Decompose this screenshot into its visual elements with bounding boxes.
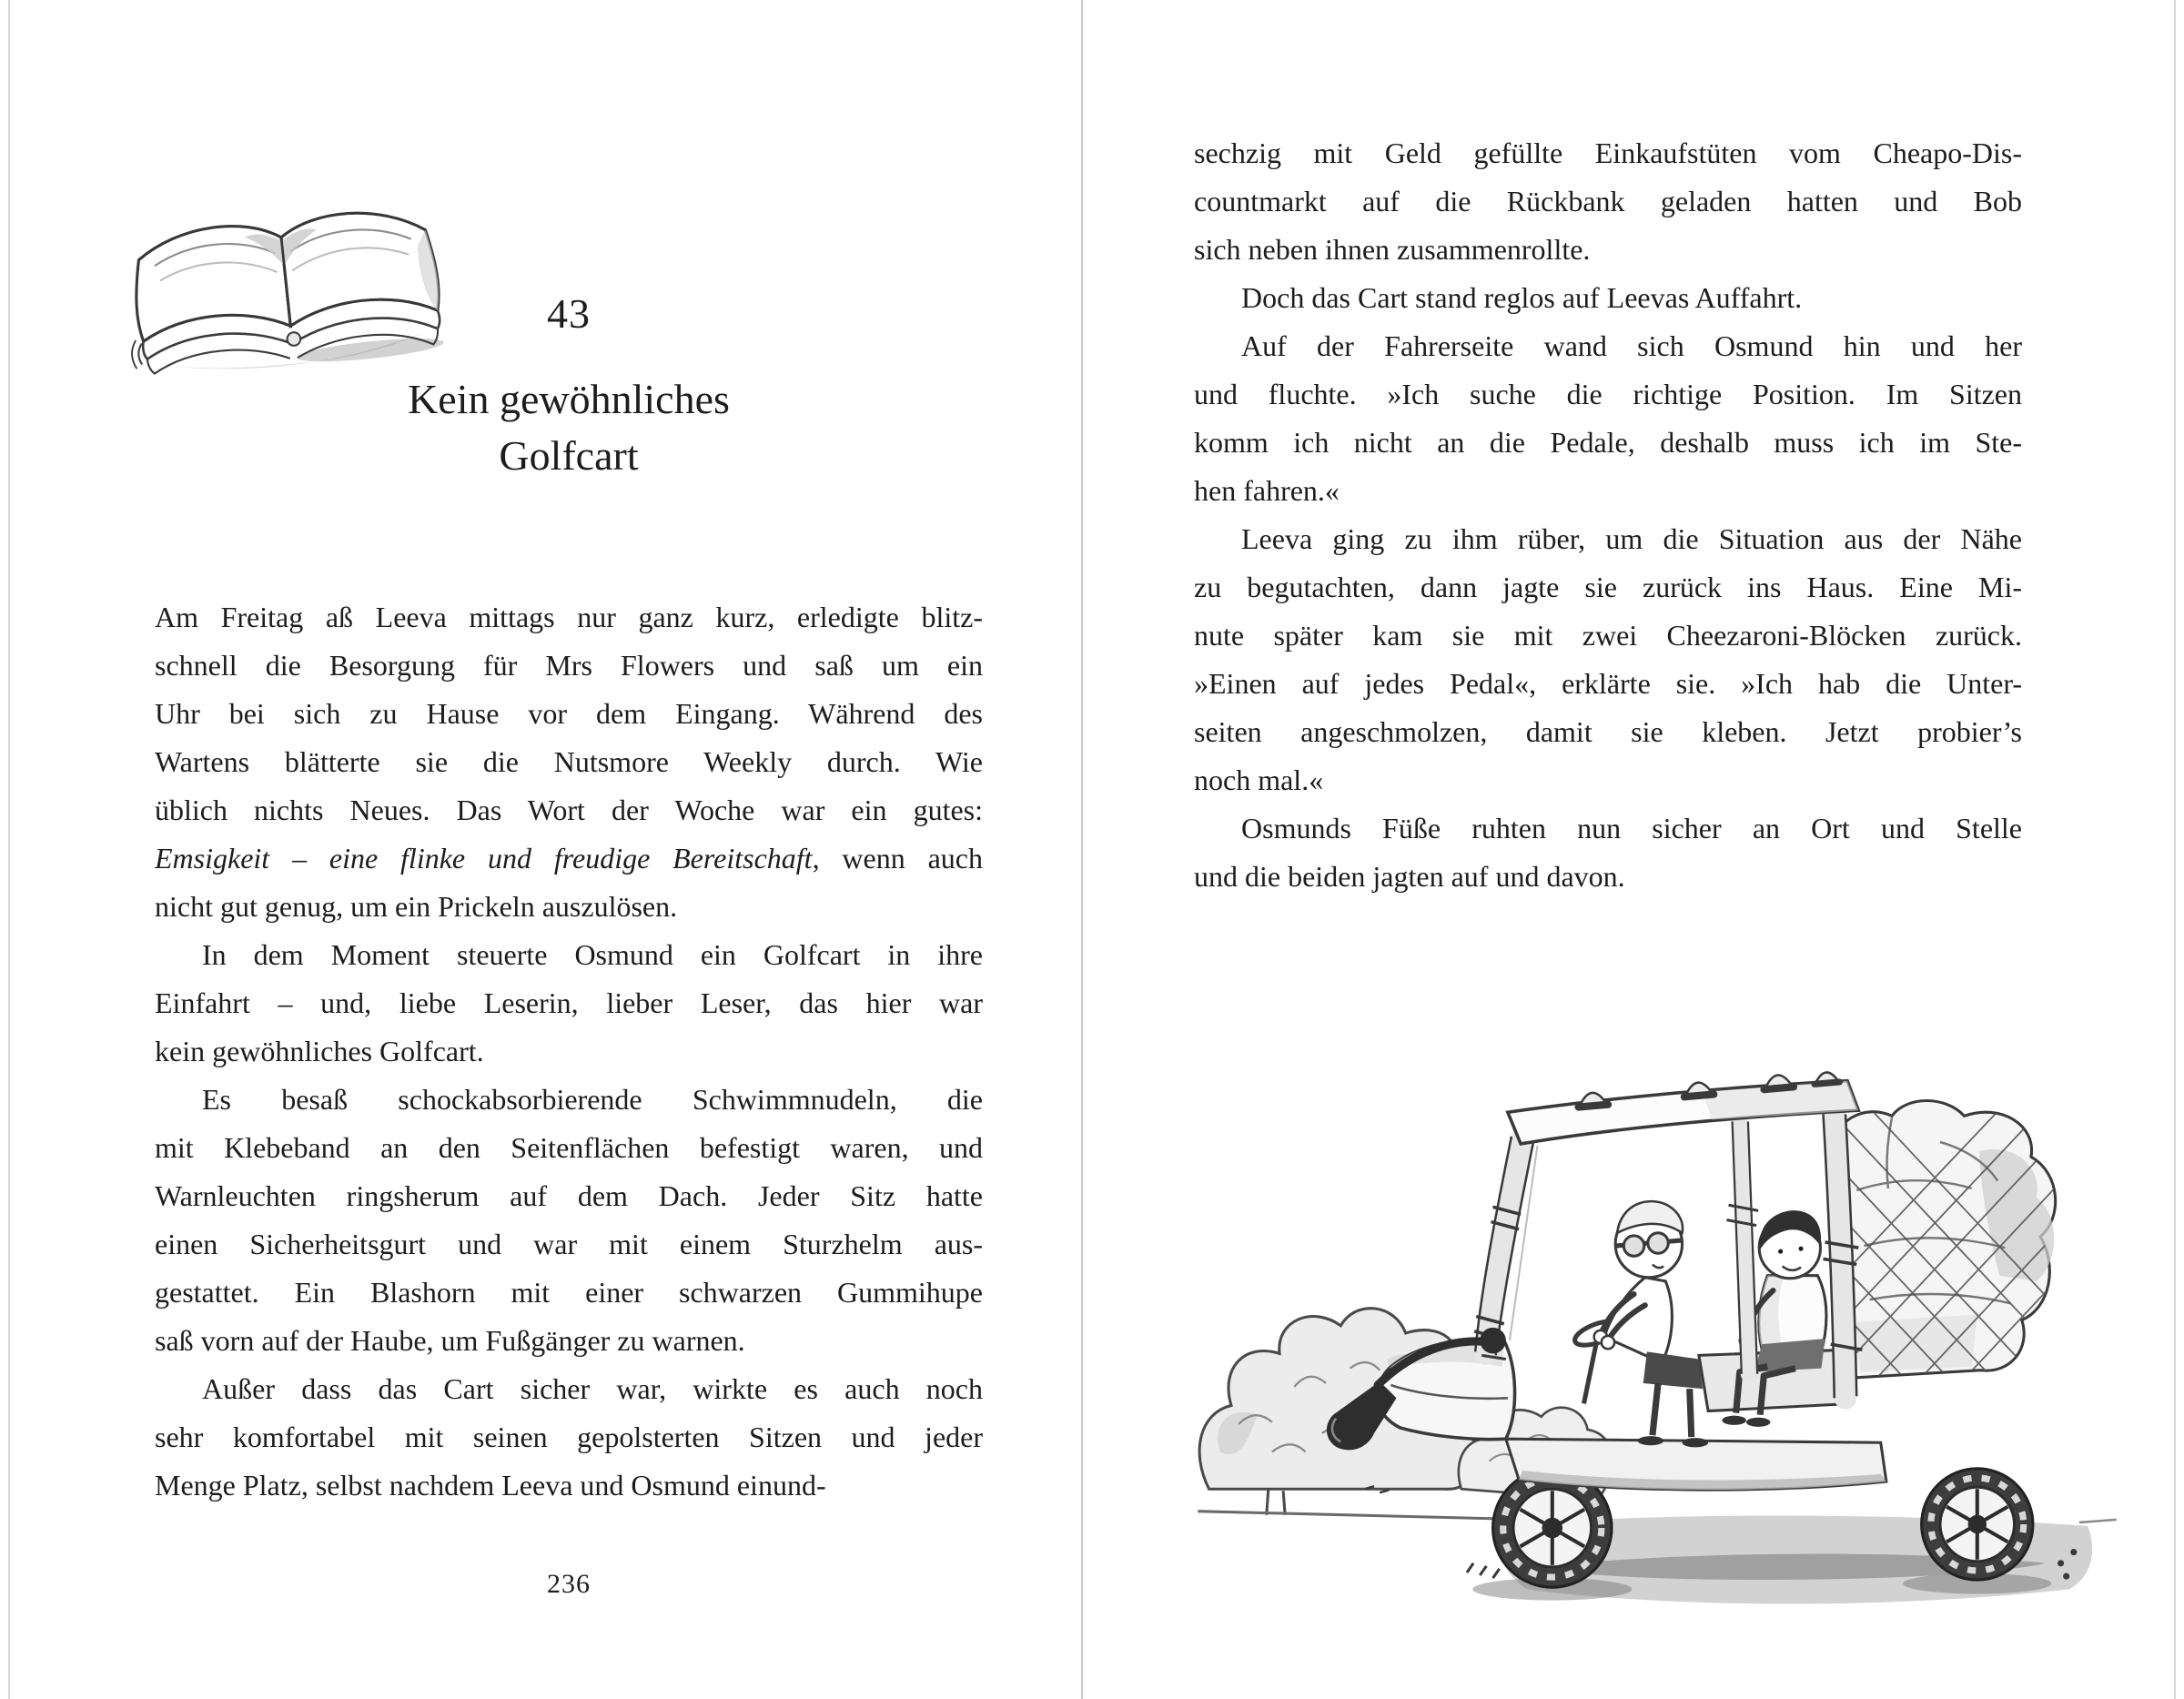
text-line: sich neben ihnen zusammenrollte.: [1194, 233, 1591, 266]
text-line: Außer dass das Cart sicher war, wirkte es auch noch: [202, 1372, 983, 1405]
text-line: gestattet. Ein Blashorn mit einer schwarzen Gummihupe: [155, 1276, 983, 1309]
right-page-edge-line: [2174, 0, 2176, 1699]
text-line: kein gewöhnliches Golfcart.: [155, 1035, 484, 1067]
page-gutter-line: [1081, 0, 1083, 1699]
text-line: schnell die Besorgung für Mrs Flowers und saß um ein: [155, 649, 983, 682]
chapter-title-line-1: Kein gewöhnliches: [408, 376, 730, 422]
text-line: countmarkt auf die Rückbank geladen hatten und Bob: [1194, 185, 2022, 217]
warning-light: [1810, 1071, 1843, 1087]
text-line: Am Freitag aß Leeva mittags nur ganz kurz, erledigte blitz-: [155, 601, 983, 633]
text-line: und die beiden jagten auf und davon.: [1194, 860, 1625, 893]
text-line: komm ich nicht an die Pedale, deshalb muss ich im Ste-: [1194, 426, 2022, 459]
page-number: 236: [547, 1569, 591, 1599]
left-page-edge-line: [8, 0, 10, 1699]
text-line: Doch das Cart stand reglos auf Leevas Auffahrt.: [1241, 281, 1803, 314]
text-line: Menge Platz, selbst nachdem Leeva und Osmund einund-: [155, 1469, 826, 1502]
text-line: üblich nichts Neues. Das Wort der Woche war ein gutes:: [155, 794, 983, 826]
open-book-illustration: [84, 164, 493, 387]
text-line: Osmunds Füße ruhten nun sicher an Ort und Stelle: [1241, 812, 2022, 844]
text-line: hen fahren.«: [1194, 474, 1340, 507]
text-line: Uhr bei sich zu Hause vor dem Eingang. Während des: [155, 697, 983, 730]
chapter-title-line-2: Golfcart: [499, 432, 639, 479]
text-line: mit Klebeband an den Seitenflächen befestigt waren, und: [155, 1131, 983, 1164]
rear-wheel: [1922, 1469, 2033, 1580]
text-line: nicht gut genug, um ein Prickeln auszulösen.: [155, 890, 678, 923]
text-line: sehr komfortabel mit seinen gepolsterten Sitzen und jeder: [155, 1421, 983, 1453]
text-line: In dem Moment steuerte Osmund ein Golfcart in ihre: [202, 938, 983, 971]
text-line: saß vorn auf der Haube, um Fußgänger zu warnen.: [155, 1324, 745, 1357]
left-page-body-text: [155, 593, 983, 1510]
text-line: nute später kam sie mit zwei Cheezaroni-Blöcken zurück.: [1194, 619, 2022, 652]
text-line: Auf der Fahrerseite wand sich Osmund hin und her: [1241, 329, 2022, 362]
text-line: Einfahrt – und, liebe Leserin, lieber Leser, das hier war: [155, 986, 983, 1019]
right-page-body-text: [1194, 129, 2022, 901]
driver-figure: [1594, 1201, 1708, 1447]
text-line: Emsigkeit – eine flinke und freudige Bereitschaft, wenn auch: [155, 842, 984, 875]
text-line: und fluchte. »Ich suche die richtige Position. Im Sitzen: [1194, 378, 2022, 410]
text-line: zu begutachten, dann jagte sie zurück ins Haus. Eine Mi-: [1194, 571, 2022, 603]
golf-cart-illustration: [1183, 969, 2129, 1656]
text-line: einen Sicherheitsgurt und war mit einem Sturzhelm aus-: [155, 1228, 983, 1260]
text-line: »Einen auf jedes Pedal«, erklärte sie. »Ich hab die Unter-: [1194, 667, 2022, 700]
text-line: Warnleuchten ringsherum auf dem Dach. Jeder Sitz hatte: [155, 1179, 983, 1212]
text-line: sechzig mit Geld gefüllte Einkaufstüten vom Cheapo-Dis-: [1194, 137, 2022, 169]
text-line: Es besaß schockabsorbierende Schwimmnudeln, die: [202, 1083, 983, 1116]
warning-light: [1759, 1074, 1797, 1094]
text-line: seiten angeschmolzen, damit sie kleben. Jetzt probier’s: [1194, 715, 2022, 748]
text-line: Wartens blätterte sie die Nutsmore Weekly durch. Wie: [155, 745, 983, 778]
text-line: Leeva ging zu ihm rüber, um die Situation aus der Nähe: [1241, 522, 2022, 555]
chapter-number: 43: [547, 290, 591, 337]
chapter-title: [155, 371, 983, 484]
warning-light: [1573, 1091, 1612, 1111]
text-line: noch mal.«: [1194, 764, 1324, 796]
